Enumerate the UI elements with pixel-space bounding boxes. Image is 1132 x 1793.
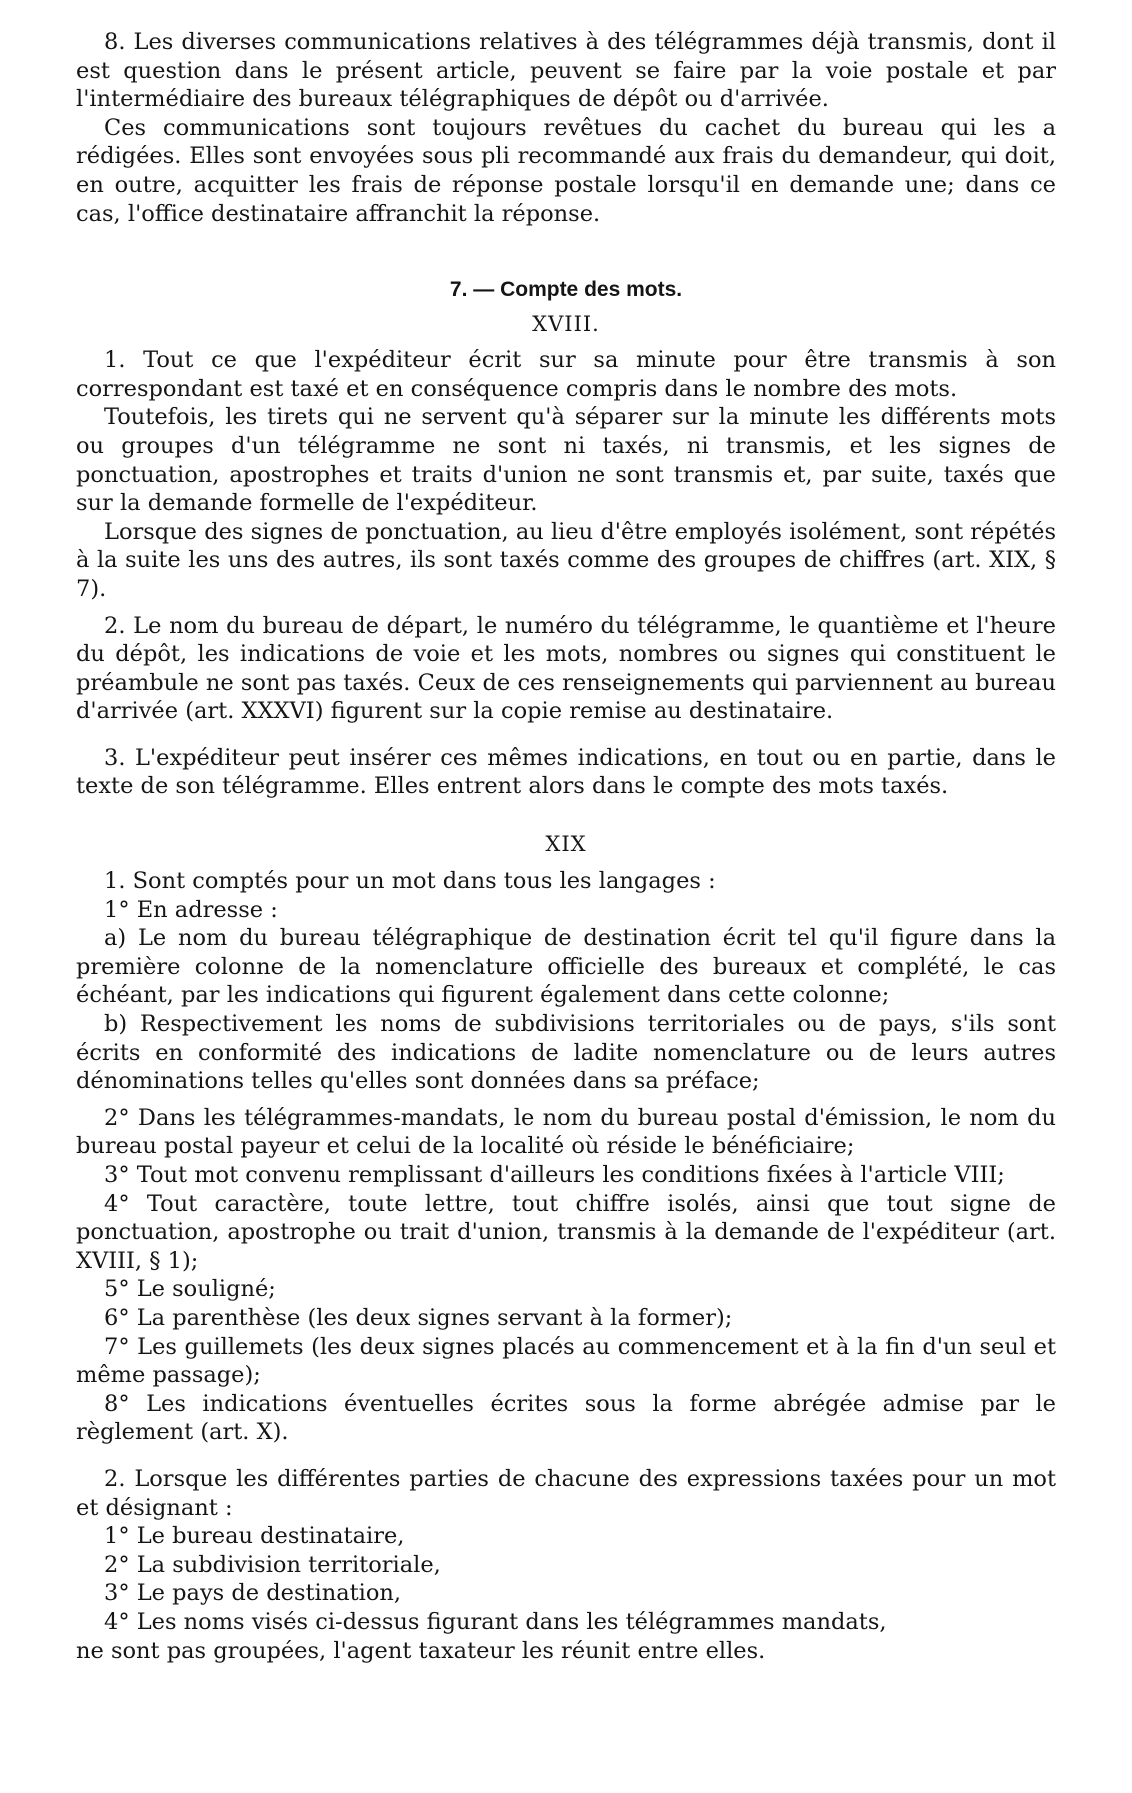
article-xix-p2-item-3: 3° Le pays de destination,	[104, 1580, 402, 1607]
article-xviii-paragraph-1c: Lorsque des signes de ponctuation, au lieu d'être employés isolément, sont répétés à la suite les uns des autres, ils sont taxés comme des groupes de chiffres (art. XIX, § 7).	[76, 518, 1056, 602]
article-xix-item-8: 8° Les indications éventuelles écrites sous la forme abrégée admise par le règlement (art. X).	[76, 1390, 1056, 1446]
article-xviii-paragraph-1b: Toutefois, les tirets qui ne servent qu'à séparer sur la minute les différents mots ou groupes d'un télégramme ne sont ni taxés, ni transmis, et les signes de ponctuation, apostrophes et traits d'union ne sont transmis et, par suite, taxés que sur la demande formelle de l'expéditeur.	[76, 404, 1056, 517]
article-xviii-paragraph-2: 2. Le nom du bureau de départ, le numéro du télégramme, le quantième et l'heure du dépôt, les indications de voie et les mots, nombres ou signes qui constituent le préambule ne sont pas taxés. Ceux de ces renseignements qui parviennent au bureau d'arrivée (art. XXXVI) figurent sur la copie remise au destinataire.	[76, 612, 1056, 725]
article-xix-item-3: 3° Tout mot convenu remplissant d'ailleurs les conditions fixées à l'article VIII;	[104, 1162, 1005, 1188]
article-number-xix: XIX	[545, 832, 587, 857]
article-xix-p2-item-1: 1° Le bureau destinataire,	[104, 1523, 405, 1550]
article-xix-item-2: 2° Dans les télégrammes-mandats, le nom du bureau postal d'émission, le nom du bureau postal payeur et celui de la localité où réside le bénéficiaire;	[76, 1104, 1056, 1160]
section-heading-compte-des-mots: 7. — Compte des mots.	[449, 278, 683, 302]
article-xix-item-1b: b) Respectivement les noms de subdivisions territoriales ou de pays, s'ils sont écrits en conformité des indications de ladite nomenclature ou de leurs autres dénominations telles qu'elles sont données dans sa préface;	[76, 1011, 1056, 1095]
article-xix-p2-item-4: 4° Les noms visés ci-dessus figurant dans les télégrammes mandats,	[104, 1608, 887, 1635]
article-xix-item-6: 6° La parenthèse (les deux signes servant à la former);	[104, 1304, 733, 1331]
article-xviii-paragraph-1: 1. Tout ce que l'expéditeur écrit sur sa minute pour être transmis à son correspondant est taxé et en conséquence compris dans le nombre des mots.	[76, 347, 1056, 402]
article-xix-item-7: 7° Les guillemets (les deux signes placés au commencement et à la fin d'un seul et même passage);	[76, 1333, 1056, 1389]
document-page	[76, 28, 1056, 1665]
article-xix-paragraph-1: 1. Sont comptés pour un mot dans tous les langages :	[104, 868, 716, 895]
article-xix-item-1a: a) Le nom du bureau télégraphique de destination écrit tel qu'il figure dans la première colonne de la nomenclature officielle des bureaux et complété, le cas échéant, par les indications qui figurent également dans cette colonne;	[76, 925, 1056, 1009]
paragraph-8: 8. Les diverses communications relatives à des télégrammes déjà transmis, dont il est question dans le présent article, peuvent se faire par la voie postale et par l'intermédiaire des bureaux télégraphiques de dépôt ou d'arrivée.	[76, 29, 1056, 113]
article-xix-p2-item-2: 2° La subdivision territoriale,	[104, 1551, 441, 1578]
article-xix-p2-conclusion: ne sont pas groupées, l'agent taxateur les réunit entre elles.	[76, 1637, 766, 1664]
paragraph-8-continued: Ces communications sont toujours revêtues du cachet du bureau qui les a rédigées. Elles sont envoyées sous pli recommandé aux frais du demandeur, qui doit, en outre, acquitter les frais de réponse postale lorsqu'il en demande une; dans ce cas, l'office destinataire affranchit la réponse.	[76, 114, 1056, 227]
article-xix-item-5: 5° Le souligné;	[104, 1276, 276, 1303]
article-number-xviii: XVIII.	[532, 312, 600, 337]
article-xviii-paragraph-3: 3. L'expéditeur peut insérer ces mêmes indications, en tout ou en partie, dans le texte de son télégramme. Elles entrent alors dans le compte des mots taxés.	[76, 744, 1056, 800]
article-xix-paragraph-2: 2. Lorsque les différentes parties de chacune des expressions taxées pour un mot et désignant :	[76, 1465, 1056, 1521]
article-xix-item-1: 1° En adresse :	[104, 896, 278, 923]
article-xix-item-4: 4° Tout caractère, toute lettre, tout chiffre isolés, ainsi que tout signe de ponctuation, apostrophe ou trait d'union, transmis à la demande de l'expéditeur (art. XVIII, § 1);	[76, 1190, 1056, 1274]
